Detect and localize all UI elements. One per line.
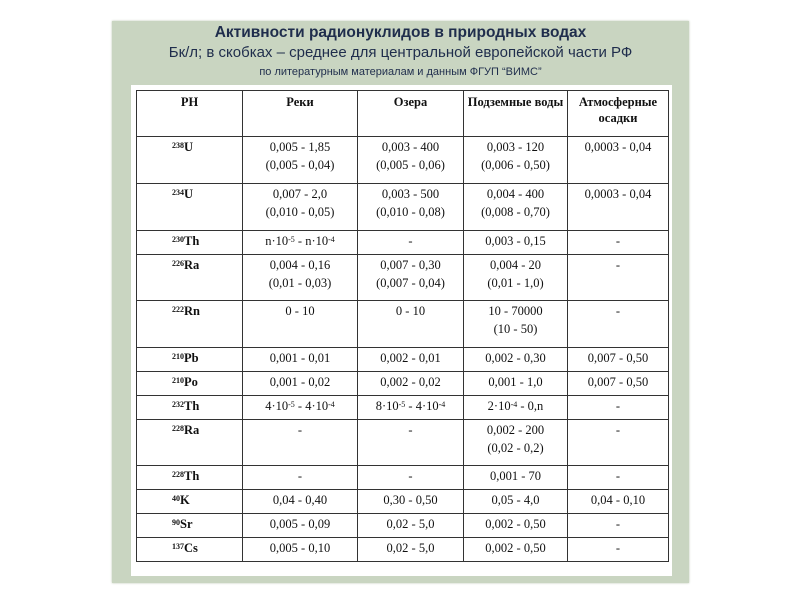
source-note: по литературным материалам и данным ФГУП “ВИМС”	[259, 66, 542, 78]
value-line: 0,003 - 120	[486, 140, 545, 154]
element-symbol: Cs	[184, 541, 198, 555]
nuclide-cell	[137, 301, 243, 348]
mass-number: 226	[172, 259, 184, 268]
value-line: 0,003 - 400	[381, 140, 440, 154]
value-line: 0,04 - 0,40	[272, 493, 328, 507]
nuclide-cell	[137, 255, 243, 301]
element-symbol: U	[184, 187, 194, 201]
element-symbol: U	[184, 140, 194, 154]
cell-rivers	[243, 231, 358, 255]
nuclide-cell	[137, 466, 243, 490]
exponent: -5	[288, 400, 295, 409]
cell-rivers	[243, 514, 358, 538]
exponent: -4	[510, 400, 518, 409]
radionuclide-table	[136, 90, 669, 562]
element-symbol: Th	[184, 469, 200, 483]
element-symbol: Ra	[184, 258, 200, 272]
value-line: 0,002 - 0,50	[485, 541, 546, 555]
value-part: - 4·10	[294, 399, 329, 413]
table-row	[137, 420, 669, 466]
value-line: (0,006 - 0,50)	[481, 158, 550, 172]
table-row	[137, 301, 669, 348]
value-line: -	[408, 234, 413, 248]
value-line: (0,005 - 0,04)	[265, 158, 335, 172]
nuclide-cell	[137, 372, 243, 396]
mass-number: 90	[172, 518, 180, 527]
cell-lakes	[358, 255, 464, 301]
value-part: - 4·10	[405, 399, 439, 413]
exponent: -5	[288, 235, 295, 244]
value-line: 0,002 - 0,02	[380, 375, 441, 389]
mass-number: 238	[172, 141, 184, 150]
page-title: Активности радионуклидов в природных водах	[214, 24, 587, 41]
cell-precipitation	[568, 514, 669, 538]
value-line: 0,0003 - 0,04	[584, 187, 652, 201]
cell-lakes	[358, 420, 464, 466]
cell-groundwater	[464, 255, 568, 301]
nuclide-cell	[137, 490, 243, 514]
value-line: (0,010 - 0,05)	[265, 205, 335, 219]
value-line: -	[297, 423, 303, 437]
exponent: -4	[328, 235, 335, 244]
value-line: 0,0003 - 0,04	[584, 140, 652, 154]
value-line: 0,007 - 0,30	[380, 258, 441, 272]
value-part: 4·10	[265, 399, 289, 413]
nuclide-cell	[137, 184, 243, 231]
mass-number: 230	[172, 235, 184, 244]
cell-groundwater	[464, 420, 568, 466]
cell-groundwater	[464, 514, 568, 538]
cell-lakes	[358, 231, 464, 255]
value-line: (0,008 - 0,70)	[481, 205, 550, 219]
value-line: 0,004 - 0,16	[269, 258, 331, 272]
mass-number: 228	[172, 424, 184, 433]
cell-rivers	[243, 348, 358, 372]
value-line: 0 - 10	[395, 304, 426, 318]
cell-lakes	[358, 514, 464, 538]
cell-rivers	[243, 301, 358, 348]
value-line: (0,005 - 0,06)	[376, 158, 445, 172]
exponent: -4	[328, 400, 335, 409]
cell-groundwater	[464, 231, 568, 255]
value-line: 0,007 - 0,50	[587, 351, 649, 365]
cell-rivers	[243, 137, 358, 184]
cell-precipitation	[568, 490, 669, 514]
mass-number: 234	[172, 188, 184, 197]
cell-precipitation	[568, 396, 669, 420]
element-symbol: Pb	[184, 351, 199, 365]
cell-groundwater	[464, 137, 568, 184]
value-line: -	[615, 423, 621, 437]
value-line: (0,007 - 0,04)	[376, 276, 445, 290]
value-line: -	[408, 469, 413, 483]
cell-precipitation	[568, 231, 669, 255]
table-card	[131, 85, 672, 576]
nuclide-cell	[137, 396, 243, 420]
value-line: 0,002 - 0,50	[485, 517, 546, 531]
mass-number: 232	[172, 400, 184, 409]
value-line: (0,01 - 0,03)	[268, 276, 332, 290]
nuclide-cell	[137, 538, 243, 562]
value-line: 0,001 - 0,02	[269, 375, 331, 389]
value-line	[358, 397, 463, 415]
cell-rivers	[243, 372, 358, 396]
table-row	[137, 348, 669, 372]
value-line: 0,005 - 1,85	[269, 140, 331, 154]
nuclide-cell	[137, 420, 243, 466]
value-line: 0,002 - 0,01	[380, 351, 441, 365]
cell-groundwater	[464, 396, 568, 420]
value-line: 0,004 - 20	[489, 258, 542, 272]
cell-rivers	[243, 255, 358, 301]
element-symbol: Rn	[184, 304, 200, 318]
cell-lakes	[358, 348, 464, 372]
column-header-precipitation: Атмосферные осадки	[568, 91, 669, 137]
page-subtitle: Бк/л; в скобках – среднее для центральной европейской части РФ	[168, 44, 633, 61]
cell-groundwater	[464, 348, 568, 372]
value-line: -	[615, 541, 621, 555]
cell-precipitation	[568, 538, 669, 562]
value-line: (10 - 50)	[493, 322, 538, 336]
cell-lakes	[358, 490, 464, 514]
value-part: n·10	[265, 234, 289, 248]
value-line: -	[297, 469, 303, 483]
cell-groundwater	[464, 372, 568, 396]
cell-rivers	[243, 466, 358, 490]
table-row	[137, 184, 669, 231]
cell-precipitation	[568, 466, 669, 490]
value-line: (0,01 - 1,0)	[487, 276, 544, 290]
table-row	[137, 466, 669, 490]
value-line: 0,005 - 0,09	[269, 517, 331, 531]
value-line: -	[615, 258, 621, 272]
column-header-groundwater: Подземные воды	[464, 91, 568, 137]
value-line: 0,001 - 0,01	[269, 351, 331, 365]
value-line: 0,004 - 400	[486, 187, 545, 201]
value-line: 0,05 - 4,0	[491, 493, 540, 507]
value-part: - 0,n	[517, 399, 544, 413]
mass-number: 210	[172, 352, 184, 361]
value-line: -	[615, 304, 621, 318]
value-line: -	[615, 469, 621, 483]
cell-lakes	[358, 184, 464, 231]
mass-number: 40	[172, 494, 180, 503]
cell-groundwater	[464, 301, 568, 348]
table-body	[137, 137, 669, 562]
cell-lakes	[358, 372, 464, 396]
value-line: 0,002 - 0,30	[485, 351, 546, 365]
value-line	[464, 397, 567, 415]
cell-lakes	[358, 137, 464, 184]
value-line: -	[408, 423, 413, 437]
nuclide-cell	[137, 137, 243, 184]
element-symbol: Th	[184, 399, 200, 413]
nuclide-cell	[137, 231, 243, 255]
table-row	[137, 137, 669, 184]
value-part: 2·10	[487, 399, 511, 413]
cell-rivers	[243, 184, 358, 231]
value-part: 8·10	[375, 399, 399, 413]
cell-rivers	[243, 490, 358, 514]
value-line: 0,02 - 5,0	[386, 541, 435, 555]
value-line: 0,001 - 1,0	[488, 375, 543, 389]
cell-precipitation	[568, 255, 669, 301]
mass-number: 228	[172, 470, 184, 479]
table-row	[137, 231, 669, 255]
value-line: 0 - 10	[285, 304, 315, 318]
cell-lakes	[358, 301, 464, 348]
cell-groundwater	[464, 490, 568, 514]
cell-precipitation	[568, 184, 669, 231]
value-line: 0,02 - 5,0	[386, 517, 435, 531]
table-row	[137, 372, 669, 396]
value-line: 0,30 - 0,50	[383, 493, 438, 507]
mass-number: 137	[172, 542, 184, 551]
element-symbol: Th	[184, 234, 200, 248]
value-line: 0,005 - 0,10	[269, 541, 331, 555]
element-symbol: K	[180, 493, 190, 507]
cell-rivers	[243, 538, 358, 562]
value-line: 0,003 - 0,15	[485, 234, 546, 248]
cell-rivers	[243, 420, 358, 466]
exponent: -4	[438, 400, 446, 409]
table-row	[137, 538, 669, 562]
column-header-rivers: Реки	[243, 91, 358, 137]
nuclide-cell	[137, 348, 243, 372]
cell-lakes	[358, 396, 464, 420]
mass-number: 210	[172, 376, 184, 385]
value-line: (0,010 - 0,08)	[376, 205, 445, 219]
table-row	[137, 396, 669, 420]
value-line: -	[615, 399, 621, 413]
table-row	[137, 255, 669, 301]
table-row	[137, 490, 669, 514]
value-part: - n·10	[294, 234, 329, 248]
cell-groundwater	[464, 538, 568, 562]
cell-rivers	[243, 396, 358, 420]
value-line: 0,003 - 500	[381, 187, 440, 201]
value-line: -	[615, 234, 621, 248]
value-line: 10 - 70000	[488, 304, 543, 318]
value-line: 0,002 - 200	[486, 423, 545, 437]
exponent: -5	[398, 400, 406, 409]
value-line: 0,007 - 2,0	[272, 187, 328, 201]
column-header-rn: РН	[137, 91, 243, 137]
cell-groundwater	[464, 184, 568, 231]
cell-precipitation	[568, 372, 669, 396]
element-symbol: Po	[184, 375, 198, 389]
value-line: (0,02 - 0,2)	[487, 441, 544, 455]
value-line	[243, 397, 357, 415]
value-line: 0,001 - 70	[489, 469, 542, 483]
cell-precipitation	[568, 420, 669, 466]
cell-groundwater	[464, 466, 568, 490]
cell-precipitation	[568, 137, 669, 184]
cell-precipitation	[568, 301, 669, 348]
value-line: -	[615, 517, 621, 531]
value-line	[243, 232, 357, 250]
column-header-lakes: Озера	[358, 91, 464, 137]
value-line: 0,007 - 0,50	[587, 375, 649, 389]
value-line: 0,04 - 0,10	[590, 493, 646, 507]
element-symbol: Ra	[184, 423, 200, 437]
element-symbol: Sr	[180, 517, 193, 531]
cell-lakes	[358, 538, 464, 562]
mass-number: 222	[172, 305, 184, 314]
nuclide-cell	[137, 514, 243, 538]
table-row	[137, 514, 669, 538]
cell-precipitation	[568, 348, 669, 372]
cell-lakes	[358, 466, 464, 490]
